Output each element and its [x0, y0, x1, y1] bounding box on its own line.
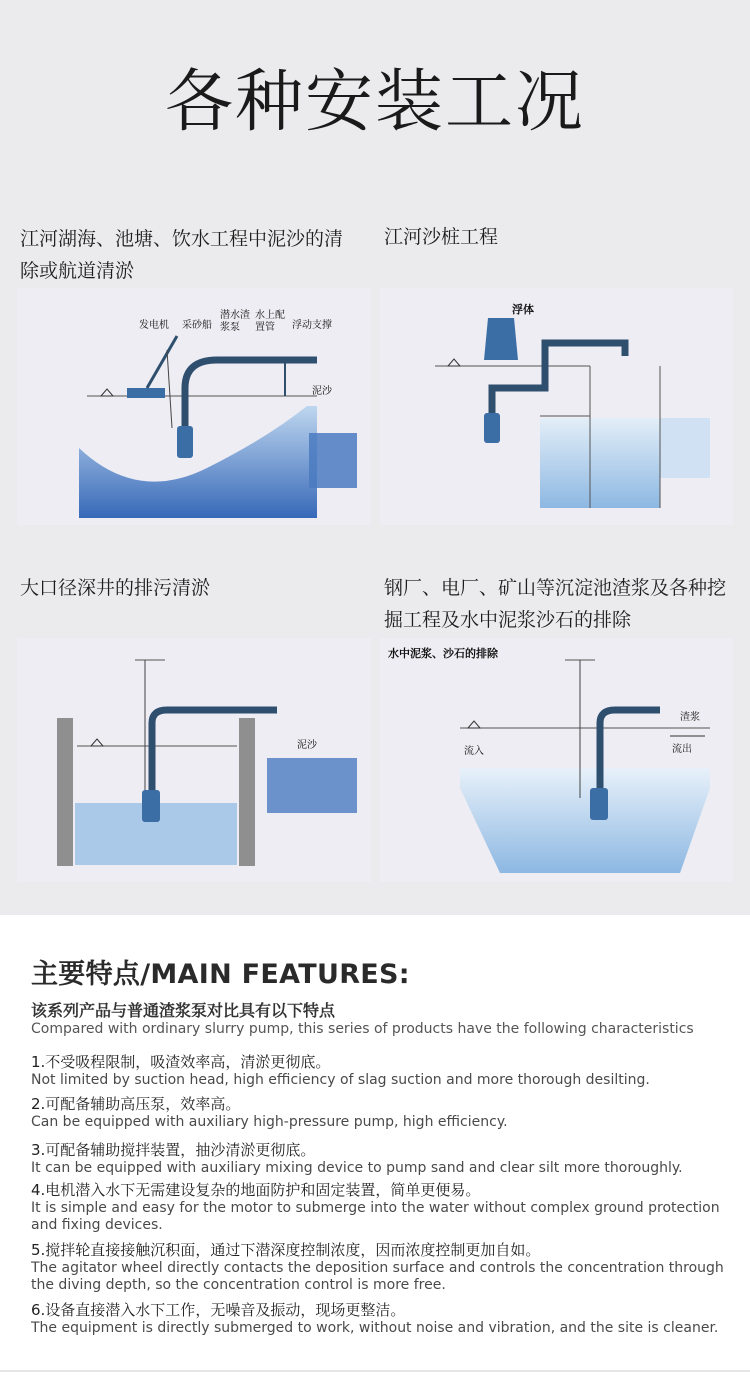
feature-cn: 5.搅拌轮直接接触沉积面，通过下潜深度控制浓度，因而浓度控制更加自如。 [31, 1241, 541, 1259]
feature-en: Not limited by suction head, high efficiency of slag suction and more thorough desilting. [31, 1072, 650, 1088]
feature-cn: 1.不受吸程限制，吸渣效率高，清淤更彻底。 [31, 1053, 331, 1071]
inflow-label: 流入 [464, 746, 484, 757]
sediment-label: 泥沙 [312, 386, 332, 397]
outflow-label: 流出 [672, 744, 692, 755]
slurry-removal-illustration [380, 638, 733, 882]
feature-cn: 2.可配备辅助高压泵，效率高。 [31, 1095, 241, 1113]
feature-item [31, 1301, 731, 1337]
bottom-divider [0, 1370, 750, 1372]
feature-cn: 4.电机潜入水下无需建设复杂的地面防护和固定装置，简单更便易。 [31, 1181, 481, 1199]
scenario-3-caption: 大口径深井的排污清淤 [20, 577, 211, 599]
feature-en: Can be equipped with auxiliary high-pressure pump, high efficiency. [31, 1114, 508, 1130]
scenario-1-diagram [17, 288, 371, 525]
generator-label: 发电机 [139, 320, 169, 331]
slurry-label: 渣浆 [680, 712, 700, 723]
features-title: 主要特点/MAIN FEATURES: [31, 959, 410, 990]
feature-item [31, 1181, 731, 1234]
float-label: 浮体 [512, 303, 534, 316]
pipe-label: 水上配置管 [255, 310, 285, 333]
page-title: 各种安装工况 [164, 63, 585, 142]
scenario-4-diagram [380, 638, 733, 882]
feature-item [31, 1141, 731, 1177]
scenario-2-caption: 江河沙桩工程 [384, 226, 499, 248]
sand-boat-label: 采砂船 [182, 320, 212, 331]
sand-pile-illustration [380, 288, 733, 525]
scenario-3-diagram [17, 638, 371, 882]
features-subtitle-en: Compared with ordinary slurry pump, this series of products have the following characteristics [31, 1021, 694, 1037]
feature-item [31, 1053, 731, 1089]
feature-item [31, 1241, 731, 1294]
scenario-2-diagram [380, 288, 733, 525]
features-section [0, 915, 750, 1380]
features-subtitle-cn: 该系列产品与普通渣浆泵对比具有以下特点 [31, 1001, 336, 1020]
slurry-removal-heading: 水中泥浆、沙石的排除 [388, 647, 498, 660]
scenario-4-caption: 钢厂、电厂、矿山等沉淀池渣浆及各种挖掘工程及水中泥浆沙石的排除 [384, 577, 727, 631]
sediment-label-well: 泥沙 [297, 740, 317, 751]
deep-well-illustration [17, 638, 371, 882]
feature-en: The agitator wheel directly contacts the deposition surface and controls the concentration through the diving depth, so the concentration control is more free. [31, 1260, 724, 1293]
pump-label: 潜水渣浆泵 [220, 310, 250, 333]
feature-item [31, 1095, 731, 1131]
scenario-1-caption: 江河湖海、池塘、饮水工程中泥沙的清除或航道清淤 [20, 228, 344, 282]
feature-cn: 6.设备直接潜入水下工作，无噪音及振动，现场更整洁。 [31, 1301, 406, 1319]
feature-en: The equipment is directly submerged to work, without noise and vibration, and the site is cleaner. [31, 1320, 719, 1336]
feature-en: It can be equipped with auxiliary mixing device to pump sand and clear silt more thoroughly. [31, 1160, 683, 1176]
feature-cn: 3.可配备辅助搅拌装置，抽沙清淤更彻底。 [31, 1141, 316, 1159]
float-support-label: 浮动支撑 [292, 320, 332, 331]
feature-en: It is simple and easy for the motor to submerge into the water without complex ground protection and fixing devices. [31, 1200, 720, 1233]
